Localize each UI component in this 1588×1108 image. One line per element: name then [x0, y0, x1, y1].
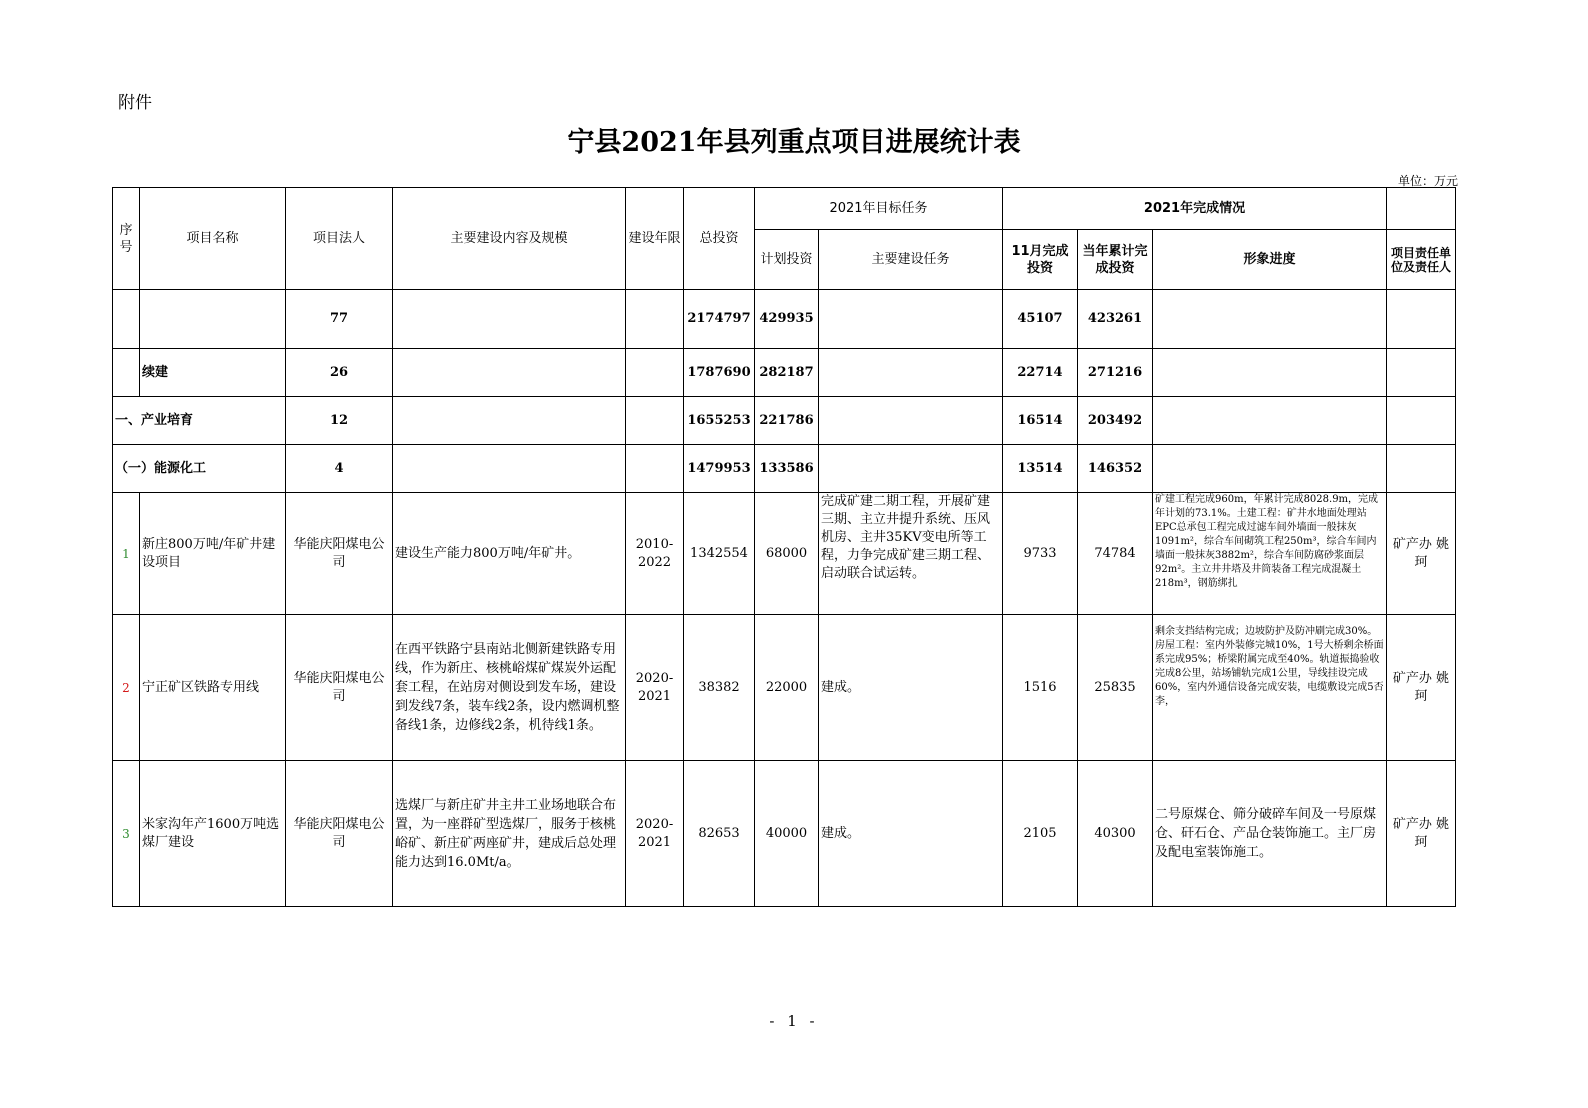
header-name: 项目名称	[140, 188, 286, 290]
summary-plan: 221786	[755, 397, 819, 445]
project-seq: 3	[113, 761, 140, 907]
summary-progress	[1153, 397, 1387, 445]
summary-period	[626, 397, 684, 445]
project-row	[113, 615, 1456, 761]
summary-row	[113, 290, 1456, 349]
summary-total: 1479953	[684, 445, 755, 493]
summary-content	[393, 290, 626, 349]
project-cum: 74784	[1078, 493, 1153, 615]
summary-label: （一）能源化工	[113, 445, 286, 493]
summary-content	[393, 397, 626, 445]
summary-count: 26	[286, 349, 393, 397]
summary-task	[819, 445, 1003, 493]
header-cum: 当年累计完成投资	[1078, 230, 1153, 290]
summary-resp	[1387, 349, 1456, 397]
summary-count: 4	[286, 445, 393, 493]
page-number: - 1 -	[769, 1012, 819, 1030]
project-content: 选煤厂与新庄矿井主井工业场地联合布置，为一座群矿型选煤厂，服务于核桃峪矿、新庄矿两座矿井，建成后总处理能力达到16.0Mt/a。	[393, 761, 626, 907]
project-legal: 华能庆阳煤电公司	[286, 615, 393, 761]
summary-label: 一、产业培育	[113, 397, 286, 445]
project-cum: 25835	[1078, 615, 1153, 761]
summary-plan: 429935	[755, 290, 819, 349]
summary-seq	[113, 349, 140, 397]
summary-total: 1655253	[684, 397, 755, 445]
header-legal: 项目法人	[286, 188, 393, 290]
project-legal: 华能庆阳煤电公司	[286, 761, 393, 907]
summary-task	[819, 290, 1003, 349]
header-resp: 项目责任单位及责任人	[1387, 230, 1456, 290]
summary-total: 2174797	[684, 290, 755, 349]
summary-nov: 22714	[1003, 349, 1078, 397]
project-seq: 2	[113, 615, 140, 761]
project-plan: 40000	[755, 761, 819, 907]
header-task: 主要建设任务	[819, 230, 1003, 290]
project-resp: 矿产办 姚 珂	[1387, 761, 1456, 907]
header-total: 总投资	[684, 188, 755, 290]
summary-seq	[113, 290, 140, 349]
summary-count: 12	[286, 397, 393, 445]
summary-nov: 16514	[1003, 397, 1078, 445]
summary-row	[113, 445, 1456, 493]
summary-label: 续建	[140, 349, 286, 397]
summary-cum: 146352	[1078, 445, 1153, 493]
summary-row	[113, 349, 1456, 397]
header-target-group: 2021年目标任务	[755, 188, 1003, 230]
unit-label: 单位：万元	[1397, 174, 1458, 188]
project-period: 2010-2022	[626, 493, 684, 615]
summary-label	[140, 290, 286, 349]
project-nov: 9733	[1003, 493, 1078, 615]
project-total: 82653	[684, 761, 755, 907]
project-legal: 华能庆阳煤电公司	[286, 493, 393, 615]
project-progress: 二号原煤仓、筛分破碎车间及一号原煤仓、矸石仓、产品仓装饰施工。主厂房及配电室装饰施工。	[1153, 761, 1387, 907]
project-nov: 2105	[1003, 761, 1078, 907]
summary-period	[626, 445, 684, 493]
summary-plan: 282187	[755, 349, 819, 397]
page-title: 宁县2021年县列重点项目进展统计表	[567, 127, 1021, 158]
project-nov: 1516	[1003, 615, 1078, 761]
header-period: 建设年限	[626, 188, 684, 290]
summary-task	[819, 349, 1003, 397]
summary-period	[626, 290, 684, 349]
project-task: 建成。	[819, 761, 1003, 907]
summary-resp	[1387, 445, 1456, 493]
summary-cum: 271216	[1078, 349, 1153, 397]
project-task: 完成矿建二期工程，开展矿建三期、主立井提升系统、压风机房、主井35KV变电所等工程，力争完成矿建三期工程、启动联合试运转。	[819, 493, 1003, 615]
header-content: 主要建设内容及规模	[393, 188, 626, 290]
project-name: 米家沟年产1600万吨选煤厂建设	[140, 761, 286, 907]
summary-plan: 133586	[755, 445, 819, 493]
summary-content	[393, 349, 626, 397]
project-progress	[1153, 493, 1387, 615]
project-name: 新庄800万吨/年矿井建设项目	[140, 493, 286, 615]
summary-progress	[1153, 349, 1387, 397]
project-task: 建成。	[819, 615, 1003, 761]
project-plan: 68000	[755, 493, 819, 615]
summary-content	[393, 445, 626, 493]
summary-total: 1787690	[684, 349, 755, 397]
summary-row	[113, 397, 1456, 445]
project-total: 1342554	[684, 493, 755, 615]
summary-progress	[1153, 445, 1387, 493]
project-plan: 22000	[755, 615, 819, 761]
project-seq: 1	[113, 493, 140, 615]
project-progress: 剩余支挡结构完成；边坡防护及防冲刷完成30%。房屋工程：室内外装修完城10%，1号大桥剩余桥面系完成95%；桥梁附属完成至40%。轨道振捣验收完成8公里，站场铺轨完成1公里，导线挂设完成60%，室内外通信设备完成安装，电缆敷设完成5否李，	[1153, 615, 1387, 761]
project-period: 2020-2021	[626, 761, 684, 907]
project-content: 在西平铁路宁县南站北侧新建铁路专用线，作为新庄、核桃峪煤矿煤炭外运配套工程，在站房对侧设到发车场，建设到发线7条，装车线2条，设内燃调机整备线1条，边修线2条，机待线1条。	[393, 615, 626, 761]
summary-progress	[1153, 290, 1387, 349]
project-row	[113, 493, 1456, 615]
header-resp-top	[1387, 188, 1456, 230]
summary-nov: 45107	[1003, 290, 1078, 349]
project-total: 38382	[684, 615, 755, 761]
header-nov: 11月完成投资	[1003, 230, 1078, 290]
project-resp: 矿产办 姚 珂	[1387, 615, 1456, 761]
project-content: 建设生产能力800万吨/年矿井。	[393, 493, 626, 615]
summary-task	[819, 397, 1003, 445]
attachment-label: 附件	[118, 93, 152, 113]
summary-resp	[1387, 397, 1456, 445]
summary-period	[626, 349, 684, 397]
header-progress: 形象进度	[1153, 230, 1387, 290]
project-progress-text: 矿建工程完成960m，年累计完成8028.9m，完成年计划的73.1%。土建工程：矿井水地面处理站EPC总承包工程完成过滤车间外墙面一般抹灰1091m²，综合车间砌筑工程250m³，综合车间内墙面一般抹灰3882m²，综合车间防腐砂浆面层92m²。主立井井塔及井筒装备工程完成混凝土218m³，钢筋绑扎	[1155, 494, 1379, 589]
project-row	[113, 761, 1456, 907]
project-table	[112, 187, 1456, 907]
project-name: 宁正矿区铁路专用线	[140, 615, 286, 761]
summary-count: 77	[286, 290, 393, 349]
project-period: 2020-2021	[626, 615, 684, 761]
summary-resp	[1387, 290, 1456, 349]
summary-nov: 13514	[1003, 445, 1078, 493]
project-cum: 40300	[1078, 761, 1153, 907]
header-plan: 计划投资	[755, 230, 819, 290]
summary-cum: 423261	[1078, 290, 1153, 349]
project-resp: 矿产办 姚 珂	[1387, 493, 1456, 615]
header-done-group: 2021年完成情况	[1003, 188, 1387, 230]
summary-cum: 203492	[1078, 397, 1153, 445]
header-seq: 序号	[113, 188, 140, 290]
